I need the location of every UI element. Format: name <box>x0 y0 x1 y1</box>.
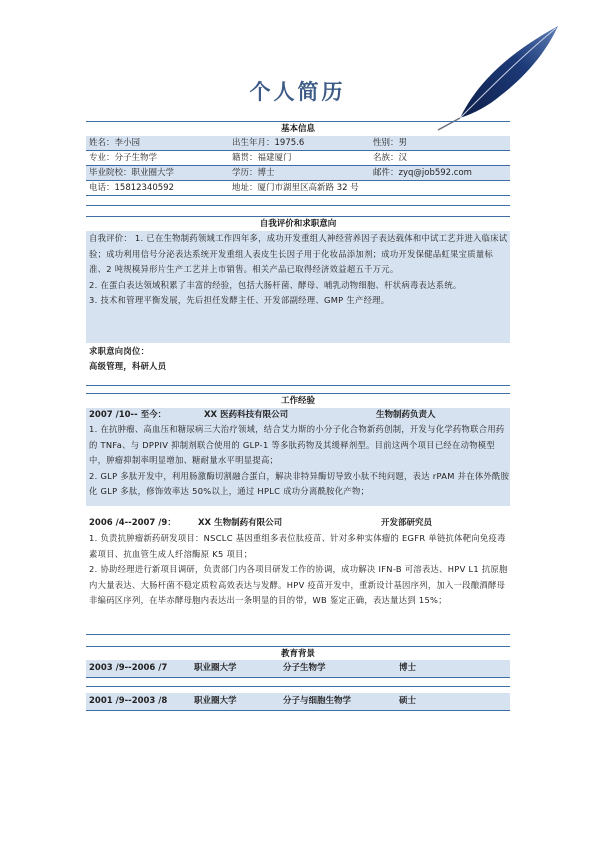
email-value[interactable]: zyq@job592.com <box>398 168 472 178</box>
gender-value: 男 <box>398 138 408 148</box>
section-heading-education: 教育背景 <box>86 646 510 662</box>
name-value: 李小园 <box>114 138 141 148</box>
edu-school: 职业圈大学 <box>194 696 237 706</box>
job-company: XX 医药科技有限公司 <box>204 410 289 420</box>
school-value: 职业圈大学 <box>131 168 175 178</box>
phone-label: 电话： <box>89 183 115 193</box>
job-role: 生物制药负责人 <box>376 410 436 420</box>
job-desc-p2: 2. GLP 多肽开发中，利用肠激酶切割融合蛋白，解决非特异酶切导致小肽不纯问题，表达 rPAM 并在体外酰胺化 GLP 多肽，修饰效率达 50%以上，通过 HPLC 成功分离酰胺化产物； <box>89 470 510 496</box>
edu-row <box>86 660 510 678</box>
basic-row-4 <box>86 181 510 196</box>
job-desc-p1: 1. 在抗肿瘤、高血压和糖尿病三大治疗领域，结合艾力斯的小分子化合物新药创制，开发与化学药物联合用药的 TNFa、与 DPPIV 抑制剂联合使用的 GLP-1 等多肽药物及其缓释剂型。目前这两个项目已经在动物模型中，肿瘤抑制率明显增加、糖耐量水平明显提高； <box>89 424 505 465</box>
gender-label: 性别： <box>373 138 399 148</box>
major-value: 分子生物学 <box>114 153 158 163</box>
job-period: 2007 /10-- 至今： <box>89 410 167 420</box>
section-divider <box>86 686 510 687</box>
school-label: 毕业院校： <box>89 168 132 178</box>
edu-row <box>86 693 510 711</box>
basic-row-2 <box>86 151 510 166</box>
intent-value: 高级管理，科研人员 <box>89 361 167 371</box>
basic-row-3 <box>86 166 510 181</box>
job-desc-p1: 1. 负责抗肿瘤新药研发项目：NSCLC 基因重组多表位肽疫苗、针对多种实体瘤的 EGFR 单链抗体靶向免疫毒素项目、抗血管生成人纤溶酶原 K5 项目； <box>89 533 506 559</box>
page-title: 个人简历 <box>249 79 346 104</box>
origin-label: 籍贯： <box>232 153 258 163</box>
name-label: 姓名： <box>89 138 115 148</box>
section-heading-work: 工作经验 <box>86 393 510 409</box>
ethnic-value: 汉 <box>398 153 408 163</box>
job-desc-p2: 2. 协助经理进行新项目调研，负责部门内各项目研发工作的协调，成功解决 IFN-B 可溶表达、HPV L1 抗原胞内大量表达、大肠杆菌不稳定质粒高效表达与发酵。HPV 疫苗开发中，重新设计基因序列，加入一段酿酒酵母非编码区序列，在毕赤酵母胞内表达出一条明显的目的带，WB 鉴定正确，表达量达到 15%； <box>89 564 508 605</box>
edu-major: 分子与细胞生物学 <box>283 696 352 706</box>
section-divider <box>86 634 510 635</box>
section-heading-basic: 基本信息 <box>86 121 510 137</box>
self-eval-p3: 3. 技术和管理平衡发展，先后担任发酵主任、开发部副经理、GMP 生产经理。 <box>89 295 390 305</box>
section-heading-self-eval: 自我评价和求职意向 <box>86 216 510 232</box>
address-value: 厦门市湖里区高新路 32 号 <box>257 183 359 193</box>
self-eval-p1: 自我评价： 1. 已在生物制药领域工作四年多，成功开发重组人神经营养因子表达载体和中试工艺并进入临床试验；成功利用信号分泌表达系统开发重组人表皮生长因子用于化妆品添加剂；成功开发保健品虹果宝质量标准、2 吨规模异形片生产工艺并上市销售。相关产品已取得经济效益超五千万元。 <box>89 233 508 274</box>
job-role: 开发部研究员 <box>381 518 433 528</box>
edu-degree: 博士 <box>399 663 417 673</box>
edu-degree: 硕士 <box>399 696 417 706</box>
ethnic-label: 名族： <box>373 153 399 163</box>
phone-value: 15812340592 <box>114 183 175 193</box>
section-divider <box>86 205 510 206</box>
email-label: 邮件： <box>373 168 399 178</box>
address-label: 地址： <box>232 183 258 193</box>
section-divider <box>86 385 510 386</box>
edu-period: 2003 /9--2006 /7 <box>89 663 168 673</box>
intent-label: 求职意向岗位： <box>89 346 150 356</box>
degree-value: 博士 <box>257 168 275 178</box>
edu-major: 分子生物学 <box>283 663 326 673</box>
job-desc-2 <box>86 531 510 629</box>
self-eval-p2: 2. 在蛋白表达领域积累了丰富的经验，包括大肠杆菌、酵母、哺乳动物细胞、杆状病毒表达系统。 <box>89 279 462 290</box>
dob-value: 1975.6 <box>274 138 305 148</box>
degree-label: 学历： <box>232 168 258 178</box>
job-period: 2006 /4--2007 /9： <box>89 518 176 528</box>
job-company: XX 生物制药有限公司 <box>198 518 283 528</box>
dob-label: 出生年月： <box>232 138 275 148</box>
major-label: 专业： <box>89 153 115 163</box>
self-eval-block <box>86 231 510 343</box>
edu-school: 职业圈大学 <box>194 663 237 673</box>
quill-feather-icon <box>430 18 565 133</box>
basic-row-1 <box>86 136 510 151</box>
job-header-1 <box>86 408 510 422</box>
job-header-2 <box>86 516 510 530</box>
origin-value: 福建厦门 <box>257 153 292 163</box>
edu-period: 2001 /9--2003 /8 <box>89 696 168 706</box>
job-desc-1 <box>86 422 510 506</box>
